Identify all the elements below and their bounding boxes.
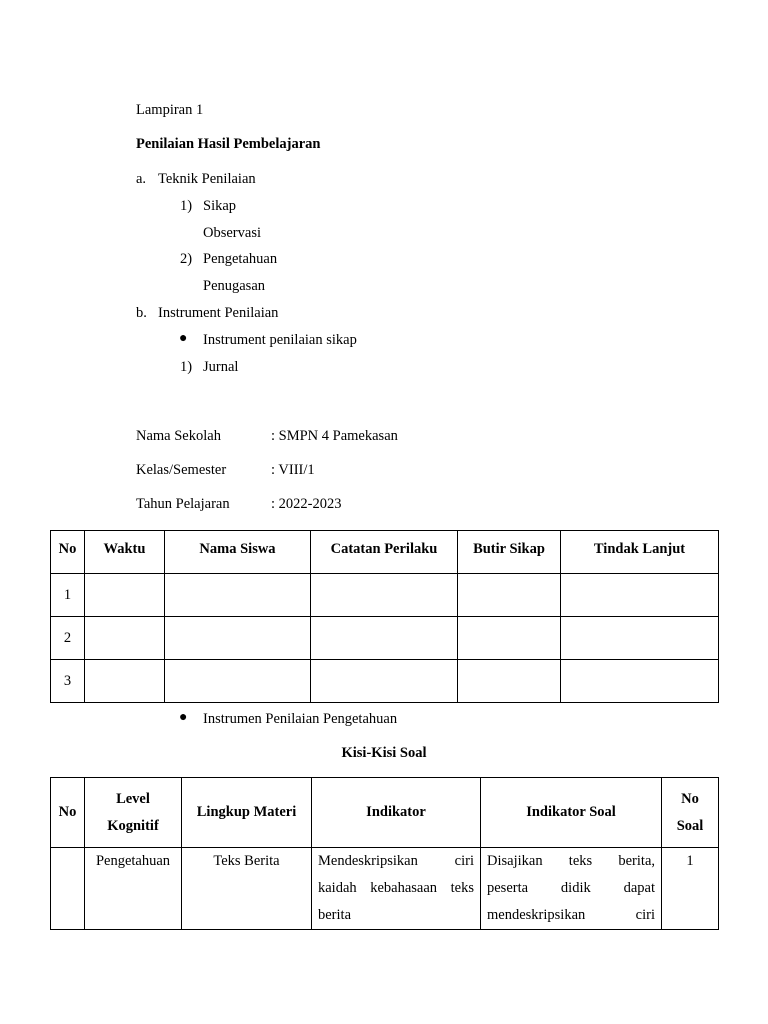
section-a-title: Teknik Penilaian [158, 171, 256, 187]
year-label: Tahun Pelajaran [136, 496, 230, 512]
table-cell [165, 574, 311, 617]
cell-level: Pengetahuan [85, 848, 182, 930]
table-row [51, 660, 719, 703]
header-no: No [51, 531, 85, 574]
school-label: Nama Sekolah [136, 428, 221, 444]
header-level-kognitif [85, 778, 182, 848]
section-b-marker: b. [136, 305, 147, 321]
header-no-soal [662, 778, 719, 848]
table-header-row [51, 531, 719, 574]
kisi-table [50, 777, 719, 930]
cell-no [51, 848, 85, 930]
table-cell [458, 617, 561, 660]
item-pengetahuan-label: Pengetahuan [203, 251, 278, 267]
item-pengetahuan-marker: 2) [180, 251, 193, 267]
header-tindak-lanjut: Tindak Lanjut [561, 531, 719, 574]
header-nosoal-line2: Soal [676, 817, 704, 834]
indikator-line: Mendeskripsikan ciri [318, 853, 474, 869]
indikator-line: kaidah kebahasaan teks [318, 880, 474, 896]
header-catatan-perilaku: Catatan Perilaku [311, 531, 458, 574]
cell-no-soal: 1 [662, 848, 719, 930]
header-waktu: Waktu [85, 531, 165, 574]
item-jurnal-label: Jurnal [203, 359, 239, 375]
header-nosoal-line1: No [681, 790, 699, 807]
cell-indikator-soal [481, 848, 662, 930]
item-sikap-marker: 1) [180, 198, 193, 214]
indikator-soal-line: mendeskripsikan ciri [487, 907, 655, 923]
page-heading: Penilaian Hasil Pembelajaran [136, 136, 321, 152]
bullet-icon: ● [179, 331, 188, 346]
table-cell [458, 574, 561, 617]
header-nama-siswa: Nama Siswa [165, 531, 311, 574]
table-cell [165, 660, 311, 703]
section-b-title: Instrument Penilaian [158, 305, 279, 321]
bullet-sikap-text: Instrument penilaian sikap [203, 332, 357, 348]
row-number: 3 [51, 660, 85, 703]
bullet-icon: ● [179, 710, 188, 725]
row-number: 1 [51, 574, 85, 617]
school-value: : SMPN 4 Pamekasan [271, 428, 398, 444]
header-level-line2: Kognitif [107, 817, 159, 834]
indikator-soal-line: Disajikan teks berita, [487, 853, 655, 869]
table-cell [561, 660, 719, 703]
header-level-line1: Level [116, 790, 150, 807]
item-sikap-sub: Observasi [203, 225, 261, 241]
year-value: : 2022-2023 [271, 496, 342, 512]
table-cell [85, 660, 165, 703]
cell-lingkup: Teks Berita [182, 848, 312, 930]
header-indikator: Indikator [312, 778, 481, 848]
table-header-row [51, 778, 719, 848]
table-cell [561, 617, 719, 660]
kisi-title: Kisi-Kisi Soal [341, 745, 427, 761]
table-row [51, 617, 719, 660]
table-row [51, 848, 719, 930]
header-butir-sikap: Butir Sikap [458, 531, 561, 574]
table-cell [85, 574, 165, 617]
table-cell [311, 574, 458, 617]
lampiran-label: Lampiran 1 [136, 102, 204, 118]
table-cell [561, 574, 719, 617]
table-cell [458, 660, 561, 703]
table-row [51, 574, 719, 617]
row-number: 2 [51, 617, 85, 660]
item-jurnal-marker: 1) [180, 359, 193, 375]
section-a-marker: a. [136, 171, 147, 187]
class-label: Kelas/Semester [136, 462, 227, 478]
table-cell [311, 660, 458, 703]
table-cell [85, 617, 165, 660]
journal-table [50, 530, 719, 703]
indikator-soal-line: peserta didik dapat [487, 880, 655, 896]
cell-indikator [312, 848, 481, 930]
item-pengetahuan-sub: Penugasan [203, 278, 266, 294]
indikator-line: berita [318, 907, 352, 923]
bullet-pengetahuan-text: Instrumen Penilaian Pengetahuan [203, 711, 398, 727]
header-no: No [51, 778, 85, 848]
header-indikator-soal: Indikator Soal [481, 778, 662, 848]
header-lingkup-materi: Lingkup Materi [182, 778, 312, 848]
table-cell [165, 617, 311, 660]
table-cell [311, 617, 458, 660]
item-sikap-label: Sikap [203, 198, 237, 214]
class-value: : VIII/1 [271, 462, 315, 478]
